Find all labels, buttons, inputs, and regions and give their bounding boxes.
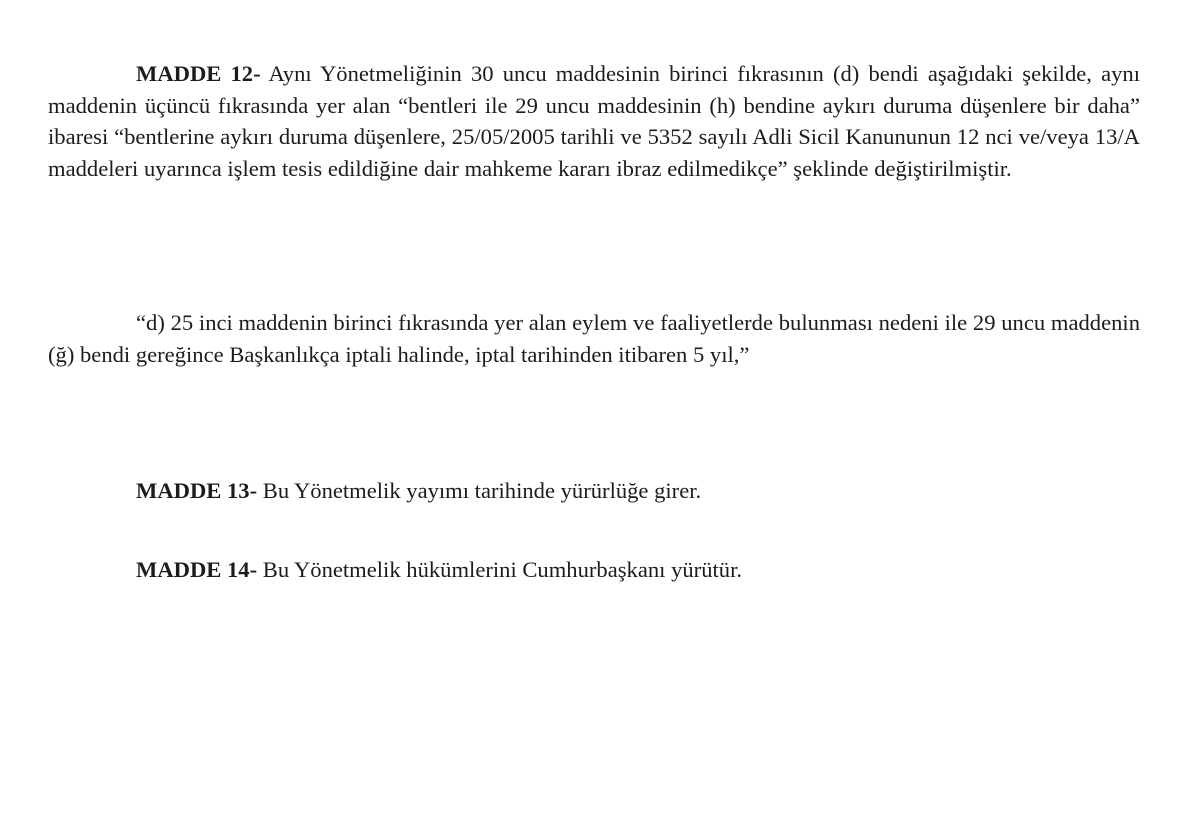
article-14-paragraph	[136, 554, 742, 586]
article-12-heading: MADDE 12-	[136, 61, 261, 86]
article-14-heading: MADDE 14-	[136, 557, 258, 582]
article-12-amendment-body: “d) 25 inci maddenin birinci fıkrasında yer alan eylem ve faaliyetlerde bulunması nedeni ile 29 uncu maddenin (ğ) bendi gereğince Başkanlıkça iptali halinde, iptal tarihinden itibaren 5 yıl,”	[48, 310, 1140, 367]
article-13-paragraph	[136, 475, 701, 507]
article-14-body: Bu Yönetmelik hükümlerini Cumhurbaşkanı yürütür.	[262, 557, 743, 582]
article-12-amendment-paragraph	[48, 307, 1140, 370]
article-13-body: Bu Yönetmelik yayımı tarihinde yürürlüğe girer.	[262, 478, 702, 503]
article-13-heading: MADDE 13-	[136, 478, 258, 503]
article-12-paragraph	[48, 58, 1140, 184]
article-12-body: Aynı Yönetmeliğinin 30 uncu maddesinin birinci fıkrasının (d) bendi aşağıdaki şekilde, aynı maddenin üçüncü fıkrasında yer alan “bentleri ile 29 uncu maddesinin (h) bendine aykırı duruma düşenlere bir daha” ibaresi “bentlerine aykırı duruma düşenlere, 25/05/2005 tarihli ve 5352 sayılı Adli Sicil Kanununun 12 nci ve/veya 13/A maddeleri uyarınca işlem tesis edildiğine dair mahkeme kararı ibraz edilmedikçe” şeklinde değiştirilmiştir.	[48, 61, 1140, 181]
